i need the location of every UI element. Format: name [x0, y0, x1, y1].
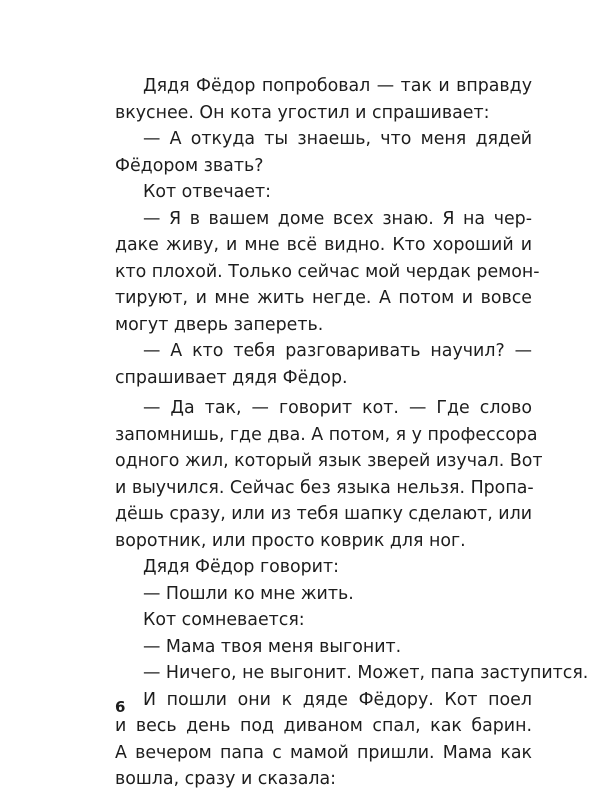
- text-line: вкуснее. Он кота угостил и спрашивает:: [115, 102, 490, 123]
- text-line: воротник, или просто коврик для ног.: [115, 530, 466, 551]
- text-line: и выучился. Сейчас без языка нельзя. Пропа-: [115, 477, 534, 498]
- text-line: одного жил, который язык зверей изучал. Вот: [115, 451, 543, 471]
- text-line: вошла, сразу и сказала:: [115, 769, 337, 789]
- text-line: Кот сомневается:: [143, 610, 305, 630]
- text-line: — Ничего, не выгонит. Может, папа заступится.: [143, 663, 589, 683]
- text-line: тируют, и мне жить негде. А потом и вовсе: [115, 288, 532, 308]
- text-line: могут дверь запереть.: [115, 314, 324, 335]
- text-line: Фёдором звать?: [115, 155, 264, 176]
- text-line: — А откуда ты знаешь, что меня дядей: [143, 129, 532, 149]
- text-line: спрашивает дядя Фёдор.: [115, 367, 348, 388]
- text-line: Дядя Фёдор говорит:: [143, 557, 339, 577]
- text-line: дёшь сразу, или из тебя шапку сделают, или: [115, 504, 533, 524]
- text-line: А вечером папа с мамой пришли. Мама как: [115, 742, 532, 763]
- text-line: И пошли они к дяде Фёдору. Кот поел: [143, 689, 532, 710]
- text-line: — Пошли ко мне жить.: [143, 583, 354, 604]
- text-line: кто плохой. Только сейчас мой чердак ремон-: [115, 261, 540, 282]
- page-body: [115, 73, 589, 793]
- text-line: — Мама твоя меня выгонит.: [143, 636, 402, 657]
- text-line: и весь день под диваном спал, как барин.: [115, 716, 532, 736]
- text-line: Кот отвечает:: [143, 182, 271, 202]
- text-line: Дядя Фёдор попробовал — так и вправду: [143, 76, 532, 96]
- text-line: — Да так, — говорит кот. — Где слово: [143, 398, 532, 418]
- text-line: — Я в вашем доме всех знаю. Я на чер-: [143, 208, 532, 229]
- page-number: 6: [115, 698, 126, 716]
- text-line: даке живу, и мне всё видно. Кто хороший и: [115, 235, 532, 255]
- text-line: запомнишь, где два. А потом, я у профессора: [115, 424, 538, 445]
- text-line: — А кто тебя разговаривать научил? —: [143, 341, 532, 361]
